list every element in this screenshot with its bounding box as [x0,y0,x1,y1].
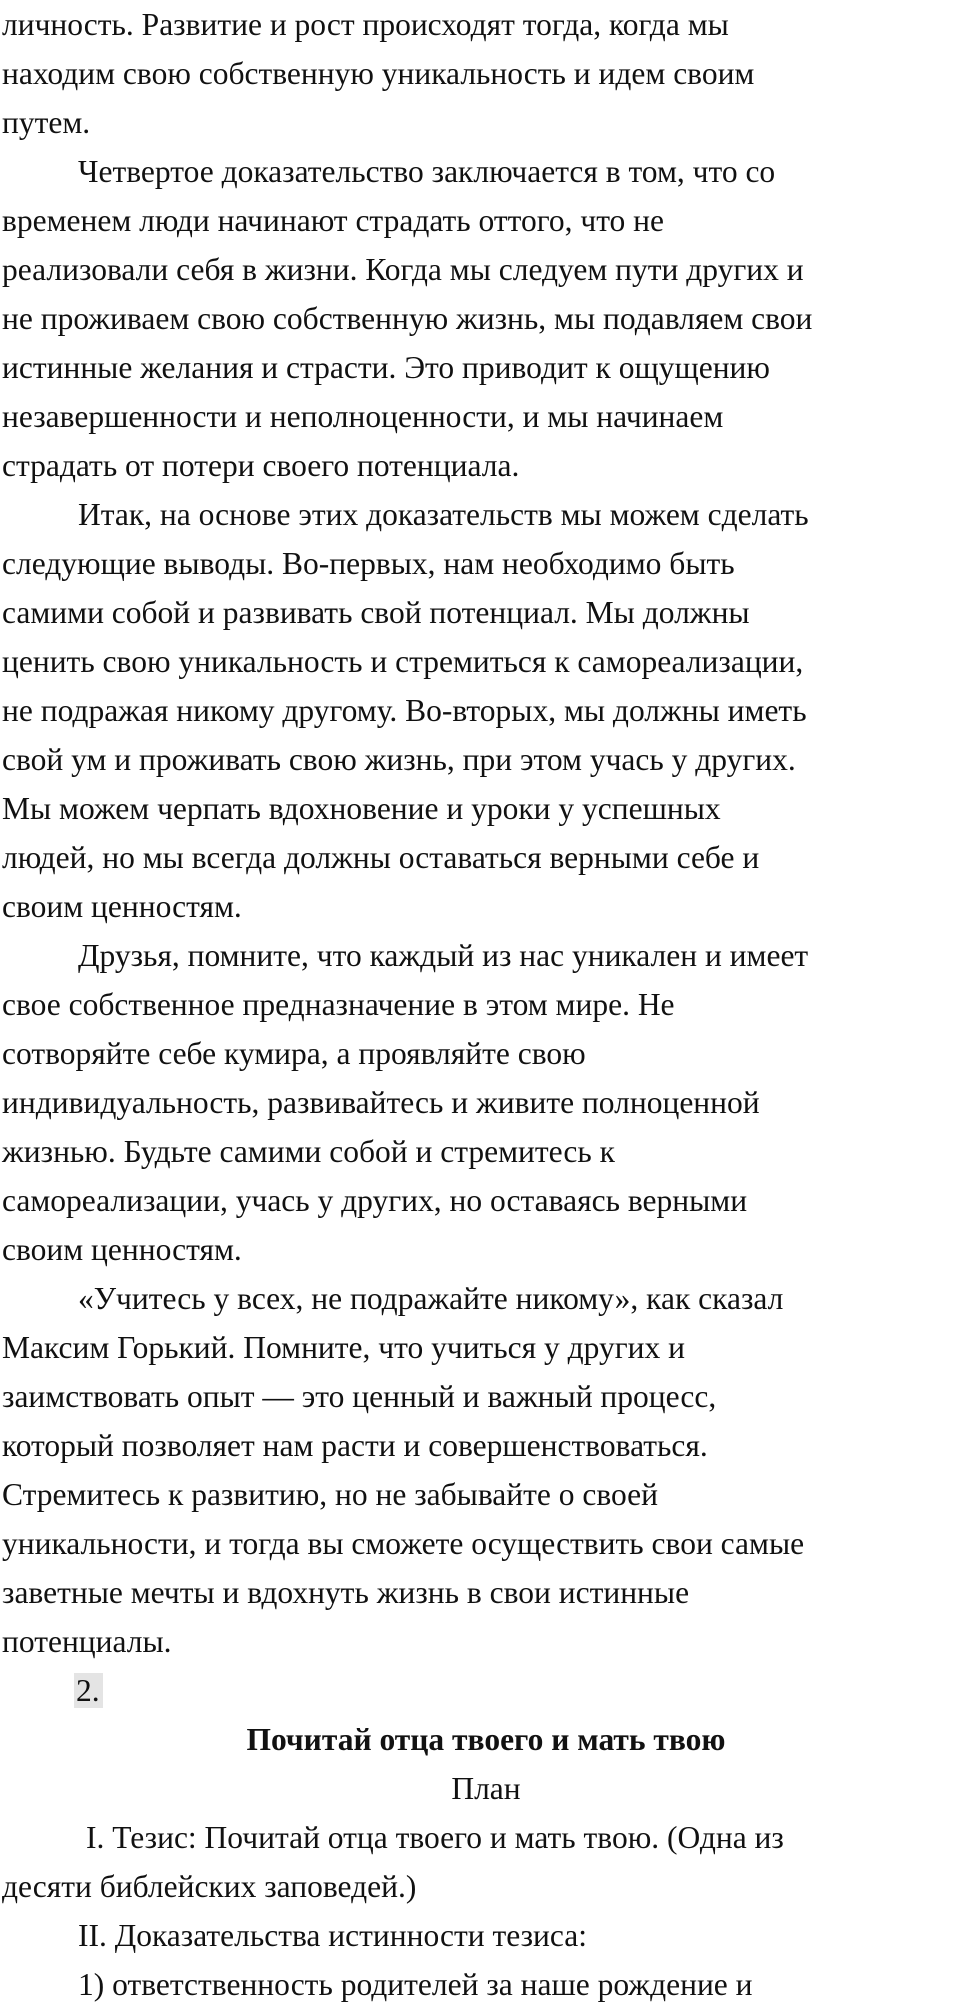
section-number-label: 2. [74,1673,103,1708]
text-line: самими собой и развивать свой потенциал. Мы должны [2,595,750,630]
text-line: Друзья, помните, что каждый из нас уникален и имеет [78,938,809,973]
paragraph-1 [2,0,960,147]
text-line: Итак, на основе этих доказательств мы можем сделать [78,497,809,532]
paragraph-2 [2,147,960,490]
paragraph-4 [2,931,960,1274]
text-line: страдать от потери своего потенциала. [2,448,520,483]
text-line: незавершенности и неполноценности, и мы начинаем [2,399,724,434]
text-line: свой ум и проживать свою жизнь, при этом учась у других. [2,742,796,777]
text-line: не проживаем свою собственную жизнь, мы подавляем свои [2,301,813,336]
text-line: людей, но мы всегда должны оставаться верными себе и [2,840,760,875]
text-line: Стремитесь к развитию, но не забывайте о своей [2,1477,658,1512]
text-line: находим свою собственную уникальность и идем своим [2,56,755,91]
text-line: жизнью. Будьте самими собой и стремитесь к [2,1134,615,1169]
text-line: не подражая никому другому. Во-вторых, мы должны иметь [2,693,807,728]
text-line: ценить свою уникальность и стремиться к самореализации, [2,644,804,679]
text-line: I. Тезис: Почитай отца твоего и мать твою. (Одна из [86,1820,784,1855]
text-line: свое собственное предназначение в этом мире. Не [2,987,675,1022]
text-line: истинные желания и страсти. Это приводит к ощущению [2,350,770,385]
text-line: Максим Горький. Помните, что учиться у других и [2,1330,686,1365]
text-line: Четвертое доказательство заключается в том, что со [78,154,776,189]
text-line: своим ценностям. [2,1232,242,1267]
plan-proof-1: 1) ответственность родителей за наше рождение и [78,1967,753,2002]
paragraph-5 [2,1274,960,1666]
text-line: заветные мечты и вдохнуть жизнь в свои истинные [2,1575,690,1610]
text-line: реализовали себя в жизни. Когда мы следуем пути других и [2,252,804,287]
section-title: Почитай отца твоего и мать твою [246,1722,726,1757]
text-line: «Учитесь у всех, не подражайте никому», как сказал [78,1281,784,1316]
text-line: уникальности, и тогда вы сможете осуществить свои самые [2,1526,805,1561]
plan-thesis [2,1813,960,1911]
text-line: потенциалы. [2,1624,172,1659]
text-line: путем. [2,105,91,140]
plan-proofs-label: II. Доказательства истинности тезиса: [78,1918,587,1953]
text-line: личность. Развитие и рост происходят тогда, когда мы [2,7,729,42]
text-line: который позволяет нам расти и совершенствоваться. [2,1428,708,1463]
text-line: самореализации, учась у других, но оставаясь верными [2,1183,748,1218]
text-line: индивидуальность, развивайтесь и живите полноценной [2,1085,760,1120]
text-line: сотворяйте себе кумира, а проявляйте свою [2,1036,586,1071]
text-line: Мы можем черпать вдохновение и уроки у успешных [2,791,721,826]
section-number [2,1666,960,1715]
text-line: десяти библейских заповедей.) [2,1869,417,1904]
paragraph-3 [2,490,960,931]
text-line: следующие выводы. Во-первых, нам необходимо быть [2,546,735,581]
plan-label: План [451,1771,521,1806]
text-line: временем люди начинают страдать оттого, что не [2,203,665,238]
text-line: заимствовать опыт — это ценный и важный процесс, [2,1379,717,1414]
text-line: своим ценностям. [2,889,242,924]
